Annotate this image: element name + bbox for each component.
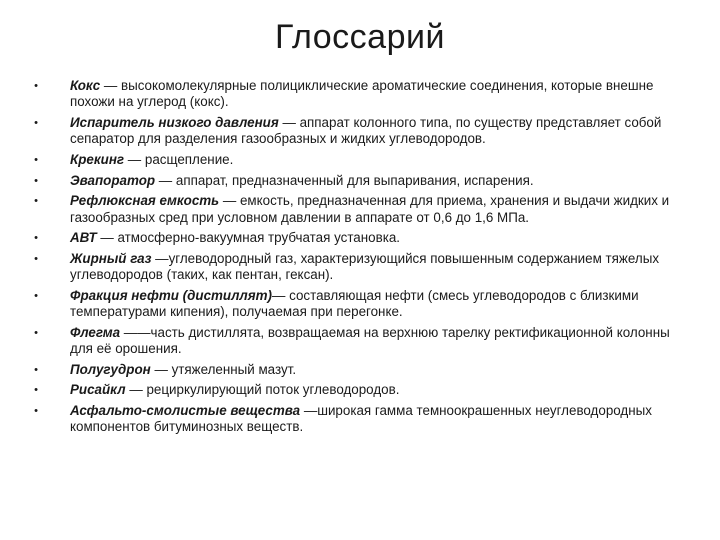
glossary-term: Испаритель низкого давления [70, 115, 279, 130]
glossary-term: Фракция нефти (дистиллят) [70, 287, 273, 303]
glossary-term: Флегма [70, 324, 121, 340]
glossary-term: Крекинг [70, 152, 125, 167]
glossary-definition: —широкая гамма темноокрашенных неуглеводородных компонентов битуминозных веществ. [70, 402, 652, 435]
glossary-term: Рефлюксная емкость [70, 193, 220, 209]
glossary-definition: — рециркулирующий поток углеводородов. [125, 382, 400, 398]
glossary-definition: — аппарат, предназначенный для выпаривания, испарения. [155, 172, 534, 188]
glossary-item-fraktsiya [30, 288, 692, 321]
glossary-definition: —углеводородный газ, характеризующийся повышенным содержанием тяжелых углеводородов (таких, как пентан, гексан). [70, 250, 660, 283]
glossary-definition: ——часть дистиллята, возвращаемая на верхнюю тарелку ректификационной колонны для её орошения. [70, 324, 670, 357]
glossary-definition: — утяжеленный мазут. [150, 361, 297, 377]
bullet-icon: • [34, 289, 38, 302]
glossary-item-zhirny-gaz [30, 251, 692, 284]
glossary-item-risaikl [30, 382, 692, 398]
bullet-icon: • [34, 80, 38, 92]
glossary-item-isparitel [30, 115, 692, 148]
glossary-item-reflux [30, 193, 692, 226]
glossary-item-avt [30, 230, 692, 246]
glossary-term: Эвапоратор [70, 172, 156, 188]
bullet-icon: • [34, 174, 38, 187]
glossary-definition: — расщепление. [124, 152, 234, 167]
bullet-icon: • [34, 117, 38, 129]
bullet-icon: • [34, 195, 38, 208]
glossary-item-asfalto [30, 403, 692, 436]
glossary-definition: — высокомолекулярные полициклические ароматические соединения, которые внешне похожи на углерод (кокс). [70, 78, 654, 110]
glossary-definition: — атмосферно-вакуумная трубчатая установка. [96, 230, 401, 246]
glossary-definition: — аппарат колонного типа, по существу представляет собой сепаратор для разделения газообразных и жидких углеводородов. [70, 115, 662, 147]
glossary-term: Кокс [70, 78, 101, 93]
slide-title: Глоссарий [275, 18, 445, 56]
glossary-term: Полугудрон [70, 361, 151, 377]
glossary-item-flegma [30, 325, 692, 358]
glossary-list [30, 78, 692, 440]
glossary-definition: — составляющая нефти (смесь углеводородов с близкими температурами кипения), получаемая при перегонке. [70, 287, 639, 320]
glossary-item-evaporator [30, 173, 692, 189]
bullet-icon: • [34, 404, 38, 417]
glossary-item-koks [30, 78, 692, 111]
glossary-item-kreking [30, 152, 692, 168]
glossary-term: Жирный газ [70, 250, 152, 266]
bullet-icon: • [34, 232, 38, 245]
glossary-definition: — емкость, предназначенная для приема, хранения и выдачи жидких и газообразных сред при условном давлении в аппарате от 0,6 до 1,6 МПа. [70, 193, 670, 225]
bullet-icon: • [34, 363, 38, 376]
glossary-item-polugudron [30, 362, 692, 378]
bullet-icon: • [34, 154, 38, 166]
glossary-term: АВТ [70, 230, 97, 246]
bullet-icon: • [34, 252, 38, 265]
glossary-term: Асфальто-смолистые вещества [70, 402, 301, 418]
bullet-icon: • [34, 326, 38, 339]
bullet-icon: • [34, 384, 38, 397]
glossary-term: Рисайкл [70, 382, 126, 398]
